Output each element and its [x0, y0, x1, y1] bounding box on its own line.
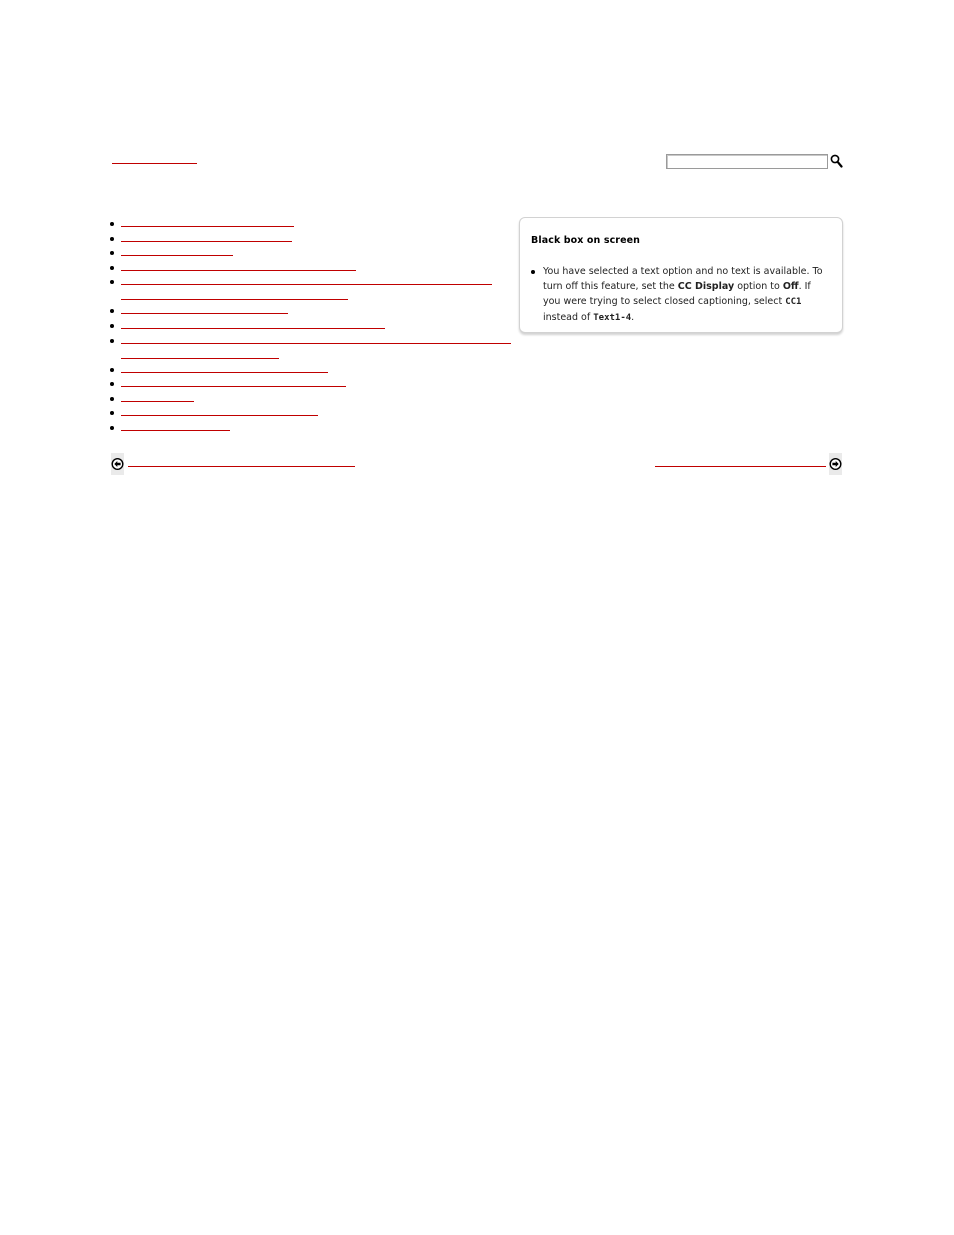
next-page-button[interactable]: [829, 453, 842, 475]
toc-link[interactable]: [121, 313, 288, 314]
panel-text: option to: [734, 281, 783, 292]
toc-link[interactable]: [121, 415, 318, 416]
toc-link-continued[interactable]: [121, 358, 279, 359]
panel-text: . If you were trying to select closed captioning, select: [543, 281, 811, 307]
bullet: [110, 397, 114, 401]
bullet: [110, 368, 114, 372]
bullet: [110, 309, 114, 313]
next-page-link[interactable]: [655, 466, 826, 467]
prev-page-link[interactable]: [128, 466, 355, 467]
toc-link[interactable]: [121, 386, 346, 387]
toc-link[interactable]: [121, 372, 328, 373]
panel-title: Black box on screen: [531, 235, 641, 246]
bullet: [110, 426, 114, 430]
search-input[interactable]: [666, 154, 828, 169]
bullet: [110, 222, 114, 226]
panel-text: You have selected a text option and no text is available. To turn off this feature, set the: [543, 266, 823, 292]
off-term: Off: [782, 281, 799, 292]
arrow-right-circle-icon: [829, 453, 842, 475]
bullet: [110, 324, 114, 328]
toc-link[interactable]: [121, 328, 385, 329]
toc-link[interactable]: [121, 284, 492, 285]
toc-link-continued[interactable]: [121, 299, 348, 300]
panel-list: [531, 264, 831, 326]
panel-text: .: [631, 312, 635, 323]
bullet: [110, 382, 114, 386]
toc-link[interactable]: [121, 343, 511, 344]
search-button[interactable]: [830, 153, 843, 167]
bullet: [110, 339, 114, 343]
panel-text: instead of: [543, 312, 594, 323]
prev-page-button[interactable]: [111, 453, 124, 475]
bullet: [531, 270, 535, 274]
bullet: [110, 280, 114, 284]
top-link[interactable]: [112, 163, 197, 164]
toc-link[interactable]: [121, 241, 292, 242]
magnifier-icon: [830, 154, 843, 168]
bullet: [110, 251, 114, 255]
cc1-term: CC1: [785, 297, 802, 307]
bullet: [110, 266, 114, 270]
arrow-left-circle-icon: [111, 453, 124, 475]
toc-link[interactable]: [121, 270, 356, 271]
text14-term: Text1-4: [593, 313, 632, 323]
toc-link[interactable]: [121, 255, 233, 256]
info-panel: [519, 217, 843, 333]
toc-link[interactable]: [121, 226, 294, 227]
cc-display-term: CC Display: [677, 281, 735, 292]
panel-list-item: [531, 264, 831, 326]
bullet: [110, 411, 114, 415]
bullet: [110, 237, 114, 241]
toc-link[interactable]: [121, 401, 194, 402]
toc-link[interactable]: [121, 430, 230, 431]
